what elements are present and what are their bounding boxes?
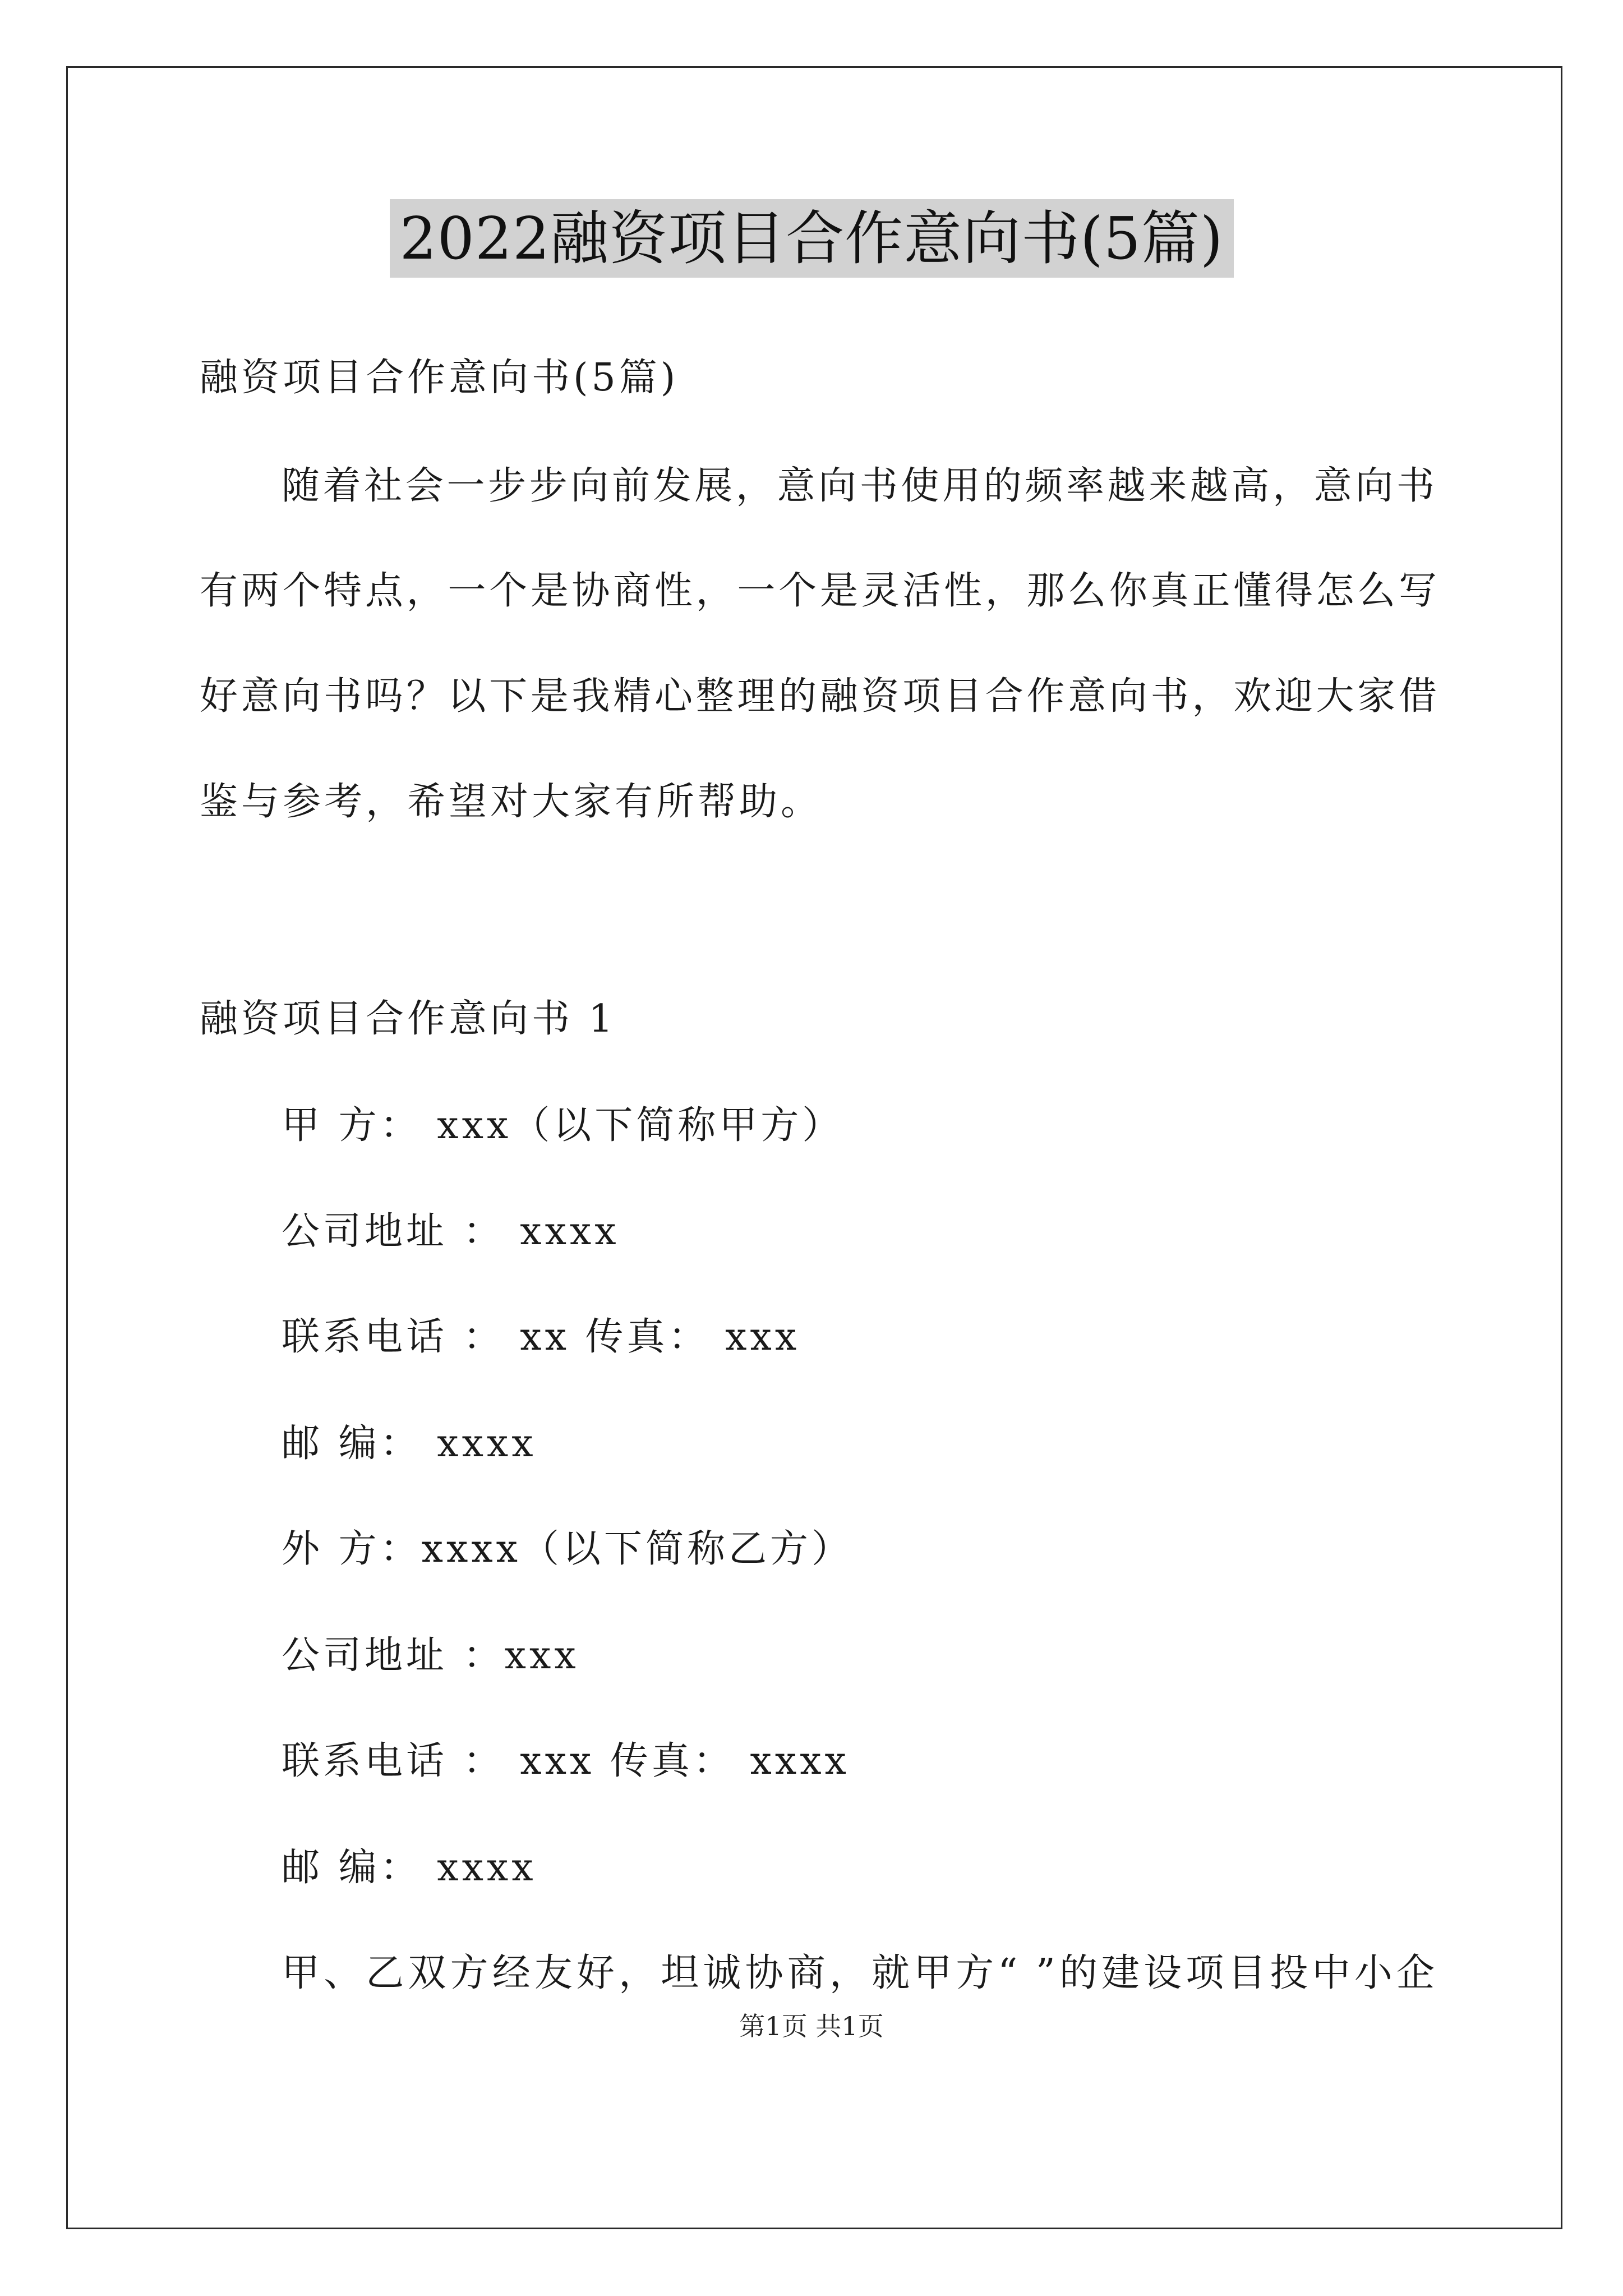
party-b-contact: 联系电话 ： xxx 传真： xxxx	[282, 1739, 850, 1783]
closing-line: 甲、乙双方经友好，坦诚协商，就甲方“ ”的建设项目投中小企	[282, 1951, 1437, 1995]
party-a-address: 公司地址 ： xxxx	[282, 1209, 620, 1254]
party-b-address: 公司地址 ：xxx	[282, 1634, 579, 1678]
title-container	[0, 199, 1623, 278]
section-heading: 融资项目合作意向书 1	[200, 997, 616, 1041]
party-a-contact: 联系电话 ： xx 传真： xxx	[282, 1315, 800, 1359]
document-title: 2022融资项目合作意向书(5篇)	[390, 199, 1234, 278]
intro-line-3: 好意向书吗？以下是我精心整理的融资项目合作意向书，欢迎大家借	[200, 674, 1439, 719]
party-a-name: 甲 方： xxx（以下简称甲方）	[282, 1103, 844, 1148]
party-a-postcode: 邮 编： xxxx	[282, 1421, 537, 1466]
page-footer: 第1页 共1页	[739, 2011, 884, 2041]
intro-line-1: 随着社会一步步向前发展，意向书使用的频率越来越高，意向书	[282, 464, 1437, 508]
intro-line-2: 有两个特点，一个是协商性，一个是灵活性，那么你真正懂得怎么写	[200, 569, 1439, 613]
party-b-name: 外 方：xxxx（以下简称乙方）	[282, 1527, 854, 1571]
party-b-postcode: 邮 编： xxxx	[282, 1846, 537, 1890]
intro-line-4: 鉴与参考，希望对大家有所帮助。	[200, 780, 823, 824]
document-subtitle: 融资项目合作意向书(5篇)	[200, 356, 679, 400]
